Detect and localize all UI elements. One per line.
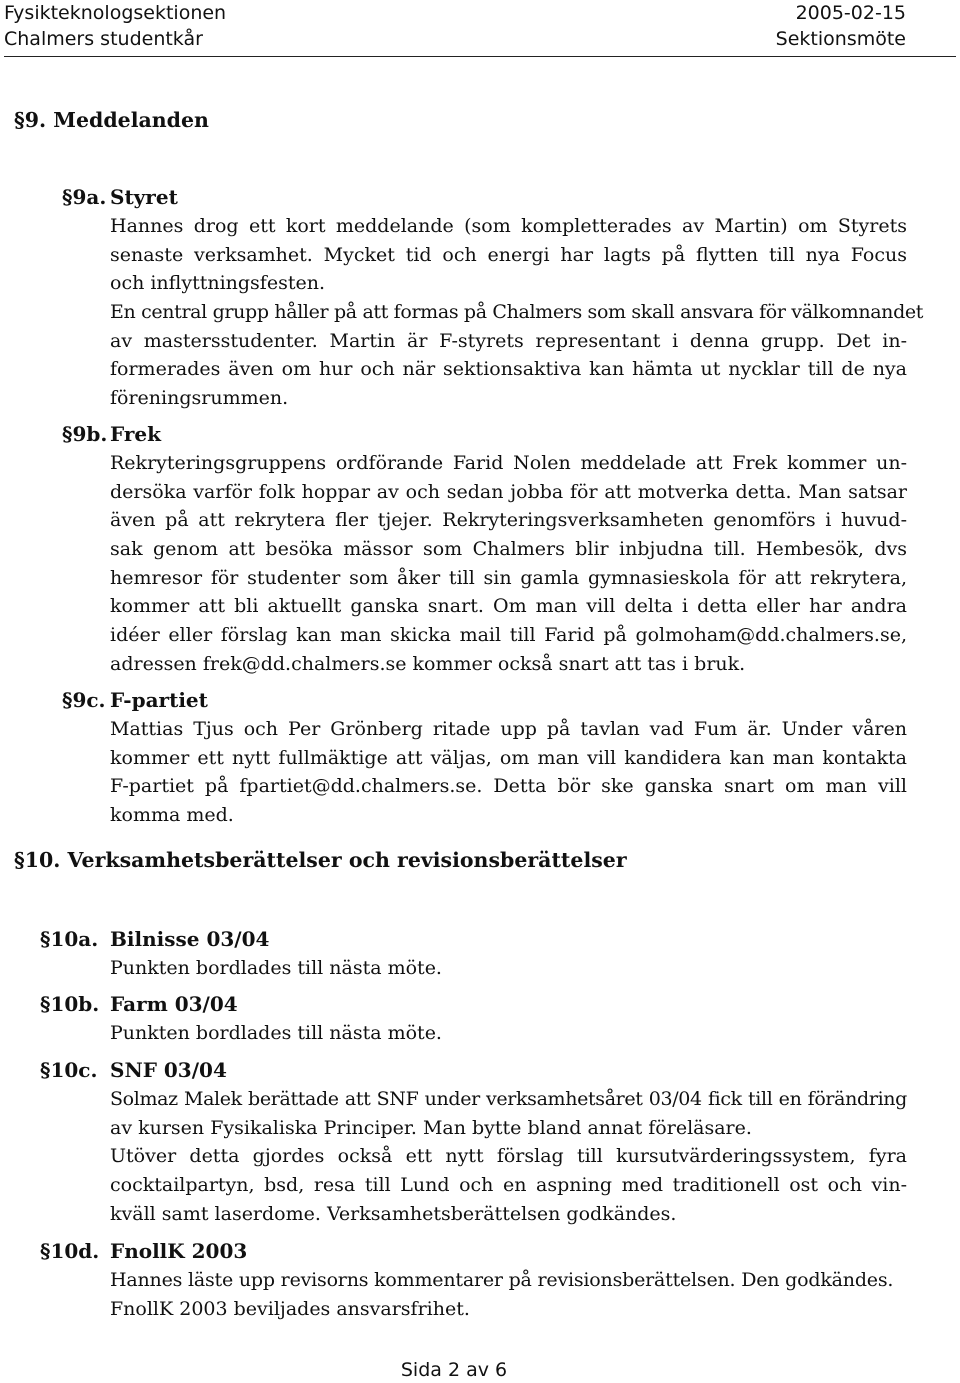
text-line: av kursen Fysikaliska Principer. Man bytte bland annat föreläsare. [110,1116,752,1139]
subsection-heading-9c [62,686,208,714]
subsection-title: Bilnisse 03/04 [110,927,270,951]
text-line: komma med. [110,804,234,827]
text-line: cocktailpartyn, bsd, resa till Lund och en aspning med traditionell ost och vin- [110,1174,907,1197]
text-line: hemresor för studenter som åker till sin gamla gymnasieskola för att rekrytera, [110,566,907,589]
text-line: En central grupp håller på att formas på Chalmers som skall ansvara för välkomnandet [110,301,924,324]
subsection-title: SNF 03/04 [110,1058,227,1082]
page-number: Sida 2 av 6 [400,1359,508,1381]
subsection-heading-10b [40,990,238,1018]
text-line: kväll samt laserdome. Verksamhetsberättelsen godkändes. [110,1202,677,1225]
paragraph-9a [110,212,924,413]
text-line: Solmaz Malek berättade att SNF under verksamhetsåret 03/04 fick till en förändring [110,1088,907,1110]
header-rule [4,56,956,57]
text-line: Punkten bordlades till nästa möte. [110,1022,442,1044]
subsection-number: §10c. [40,1058,98,1082]
subsection-number: §9c. [62,688,106,712]
paragraph-10d [110,1266,907,1323]
text-line: FnollK 2003 beviljades ansvarsfrihet. [110,1297,470,1320]
text-line: av mastersstudenter. Martin är F-styrets representant i denna grupp. Det in- [110,329,907,352]
page-header-right [776,0,906,52]
subsection-title: FnollK 2003 [110,1239,248,1263]
section-heading-9: §9. Meddelanden [14,108,209,132]
subsection-number: §9a. [62,185,107,209]
subsection-heading-10d [40,1237,247,1265]
paragraph-10c [110,1085,907,1228]
subsection-title: Farm 03/04 [110,992,238,1016]
text-line: kommer att bli aktuellt ganska snart. Om man vill delta i detta eller har andra [110,595,907,618]
subsection-number: §10b. [40,992,100,1016]
paragraph-10a [110,954,907,983]
text-line: även på att rekrytera fler tjejer. Rekryteringsverksamheten genomförs i huvud- [110,509,907,532]
subsection-number: §10a. [40,927,99,951]
header-meeting: Sektionsmöte [775,28,906,50]
text-line: föreningsrummen. [110,387,289,410]
text-line: adressen frek@dd.chalmers.se kommer också snart att tas i bruk. [110,652,746,675]
header-date: 2005-02-15 [795,2,906,24]
page-header-left [4,0,226,52]
text-line: formerades även om hur och när sektionsaktiva kan hämta ut nycklar till de nya [110,358,907,381]
subsection-heading-10a [40,925,269,953]
section-heading-10: §10. Verksamhetsberättelser och revisionsberättelser [14,848,627,872]
subsection-heading-10c [40,1056,227,1084]
text-line: sak genom att besöka mässor som Chalmers blir inbjudna till. Hembesök, dvs [110,538,907,561]
text-line: Punkten bordlades till nästa möte. [110,957,442,979]
text-line: Hannes läste upp revisorns kommentarer på revisionsberättelsen. Den godkändes. [110,1269,894,1291]
text-line: F-partiet på fpartiet@dd.chalmers.se. Detta bör ske ganska snart om man vill [110,775,907,798]
paragraph-9c [110,715,907,830]
text-line: Rekryteringsgruppens ordförande Farid Nolen meddelade att Frek kommer un- [110,452,907,474]
paragraph-9b [110,449,907,679]
subsection-heading-9a [62,183,178,211]
text-line: Mattias Tjus och Per Grönberg ritade upp på tavlan vad Fum är. Under våren [110,718,907,740]
text-line: kommer ett nytt fullmäktige att väljas, om man vill kandidera kan man kontakta [110,746,907,769]
text-line: och inflyttningsfesten. [110,272,325,295]
subsection-heading-9b [62,420,161,448]
text-line: Utöver detta gjordes också ett nytt förslag till kursutvärderingssystem, fyra [110,1145,907,1168]
header-org: Fysikteknologsektionen [4,2,227,24]
paragraph-10b [110,1019,907,1048]
subsection-number: §10d. [40,1239,100,1263]
subsection-title: Styret [110,185,178,209]
subsection-title: F-partiet [110,688,208,712]
text-line: idéer eller förslag kan man skicka mail till Farid på golmoham@dd.chalmers.se, [110,624,907,647]
subsection-number: §9b. [62,422,108,446]
subsection-title: Frek [110,422,161,446]
text-line: senaste verksamhet. Mycket tid och energi har lagts på flytten till nya Focus [110,243,907,266]
text-line: Hannes drog ett kort meddelande (som kompletterades av Martin) om Styrets [110,215,907,237]
text-line: dersöka varför folk hoppar av och sedan jobba för att motverka detta. Man satsar [110,480,907,503]
header-union: Chalmers studentkår [4,28,203,50]
